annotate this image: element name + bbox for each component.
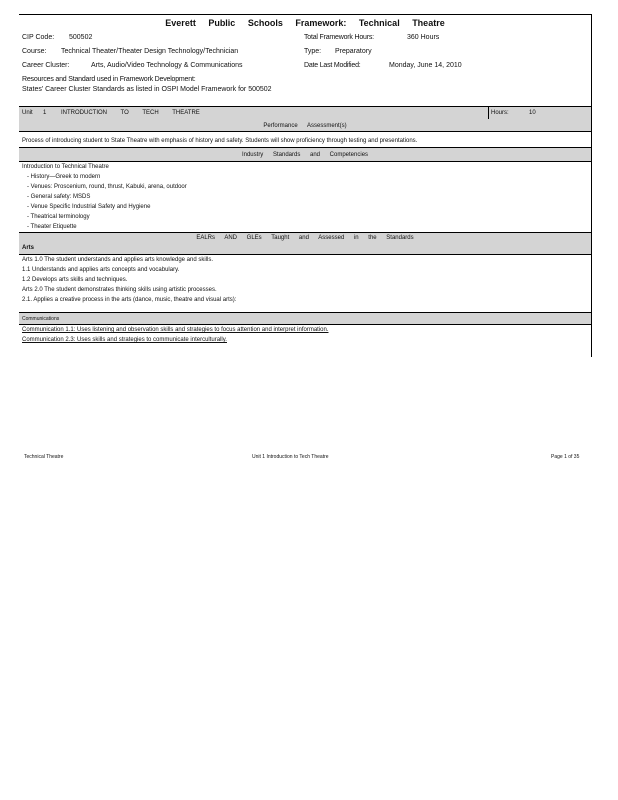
page-title: Everett Public Schools Framework: Technical Theatre [165,18,445,28]
unit-number: 1 [43,110,47,116]
industry-intro: Introduction to Technical Theatre [22,164,109,170]
cip-code-label: CIP Code: [22,34,55,41]
comm-band [19,313,591,324]
cip-code-value: 500502 [69,34,93,41]
arts-label: Arts [22,245,35,251]
arts-item: Arts 1.0 The student understands and applies arts knowledge and skills. [22,257,214,263]
total-hours-value: 360 Hours [407,34,440,41]
unit-title: INTRODUCTION TO TECH THEATRE [61,110,200,116]
arts-item: Arts 2.0 The student demonstrates thinking skills using artistic processes. [22,287,217,293]
comm-link[interactable]: Communication 1.1: Uses listening and observation skills and strategies to focus attention and interpret information. [22,327,329,333]
industry-item: - Venues: Proscenium, round, thrust, Kabuki, arena, outdoor [27,184,187,190]
unit-band [19,107,591,119]
total-hours-label: Total Framework Hours: [304,34,374,41]
footer-left: Technical Theatre [24,454,64,460]
framework-sheet [19,14,592,357]
performance-text: Process of introducing student to State Theatre with emphasis of history and safety. Students will show proficiency through testing and presentations. [22,138,418,144]
comm-link[interactable]: Communication 2.3: Uses skills and strategies to communicate interculturally. [22,337,227,343]
unit-hours-value: 10 [529,110,536,116]
resources-label: Resources and Standard used in Framework Development: [22,76,196,83]
unit-divider [488,107,489,119]
arts-rule [19,254,591,255]
type-value: Preparatory [335,48,372,55]
date-modified-value: Monday, June 14, 2010 [389,62,462,69]
industry-item: - General safety: MSDS [27,194,91,200]
unit-label: Unit [22,110,33,116]
performance-band [19,119,591,131]
course-value: Technical Theater/Theater Design Technology/Technician [61,48,239,55]
industry-item: - Venue Specific Industrial Safety and Hygiene [27,204,151,210]
comm-rule [19,324,591,325]
date-modified-label: Date Last Modified: [304,62,361,69]
unit-hours-label: Hours: [491,110,509,116]
industry-item: - Theater Etiquette [27,224,77,230]
comm-label: Communications [22,316,60,322]
footer-page-number: Page 1 of 35 [551,454,580,460]
career-cluster-value: Arts, Audio/Video Technology & Communications [91,62,243,69]
resources-value: States' Career Cluster Standards as listed in OSPI Model Framework for 500502 [22,86,272,93]
ealrs-heading: EALRs AND GLEs Taught and Assessed in the Standards [196,235,414,241]
type-label: Type: [304,48,322,55]
arts-item: 1.1 Understands and applies arts concepts and vocabulary. [22,267,180,273]
performance-heading: Performance Assessment(s) [263,123,347,129]
course-label: Course: [22,48,47,55]
arts-item: 1.2 Develops arts skills and techniques. [22,277,128,283]
industry-rule [19,161,591,162]
industry-heading: Industry Standards and Competencies [241,152,369,158]
industry-item: - Theatrical terminology [27,214,90,220]
career-cluster-label: Career Cluster: [22,62,70,69]
footer-center: Unit 1 Introduction to Tech Theatre [252,454,329,460]
arts-item: 2.1. Applies a creative process in the arts (dance, music, theatre and visual arts): [22,297,237,303]
industry-item: - History—Greek to modern [27,174,101,180]
ealrs-band [19,233,591,254]
industry-band [19,148,591,161]
performance-rule [19,131,591,132]
